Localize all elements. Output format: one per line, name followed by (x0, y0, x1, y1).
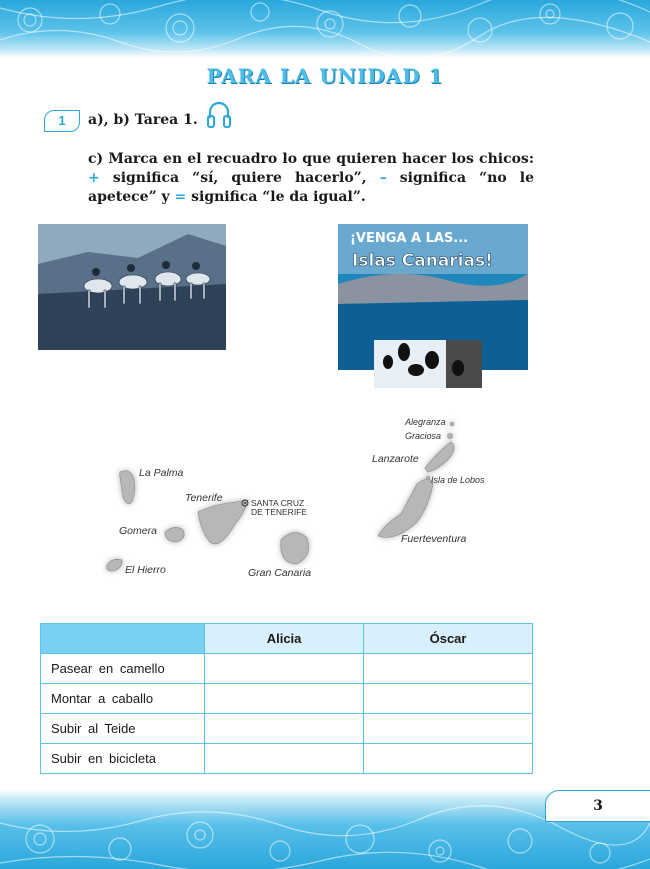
unit-title: PARA LA UNIDAD 1 (206, 64, 444, 88)
island-lanzarote (425, 442, 454, 472)
canary-islands-map (95, 412, 515, 587)
island-el-hierro (107, 559, 122, 571)
headphones-icon[interactable] (206, 100, 232, 130)
label-santa-cruz-1: SANTA CRUZ (251, 498, 305, 508)
answer-cell-alicia[interactable] (205, 744, 364, 774)
decorative-top-band (0, 0, 650, 58)
task-c-instructions (88, 150, 534, 207)
label-alegranza: Alegranza (405, 417, 446, 427)
activity-label: Subir al Teide (41, 714, 205, 744)
exercise-number-badge: 1 (44, 110, 80, 132)
plus-symbol: + (88, 170, 100, 186)
canarias-poster (336, 222, 530, 390)
table-header-blank (41, 624, 205, 654)
label-el-hierro: El Hierro (125, 564, 166, 576)
island-fuerteventura (378, 479, 433, 537)
answer-cell-alicia[interactable] (205, 684, 364, 714)
island-gomera (165, 527, 184, 542)
page-number: 3 (545, 790, 650, 822)
label-gomera: Gomera (119, 525, 157, 537)
poster-line2: Islas Canarias! (352, 251, 493, 271)
task-ab-text: a), b) Tarea 1. (88, 112, 198, 128)
answer-cell-oscar[interactable] (364, 684, 533, 714)
plus-meaning: significa “sí, quiere hacerlo”, (99, 170, 367, 186)
label-santa-cruz-2: DE TENERIFE (251, 507, 308, 517)
minus-symbol: – (379, 170, 387, 186)
activities-table (40, 623, 533, 774)
task-c-line1: c) Marca en el recuadro lo que quieren hacer los chicos: (88, 151, 534, 167)
island-alegranza (450, 422, 454, 426)
answer-cell-oscar[interactable] (364, 714, 533, 744)
answer-cell-oscar[interactable] (364, 654, 533, 684)
activity-label: Pasear en camello (41, 654, 205, 684)
island-la-palma (120, 471, 135, 504)
table-row (41, 744, 533, 774)
label-graciosa: Graciosa (405, 431, 442, 441)
equals-meaning: significa “le da igual”. (186, 189, 366, 205)
table-row (41, 714, 533, 744)
table-row (41, 684, 533, 714)
answer-cell-alicia[interactable] (205, 714, 364, 744)
island-gran-canaria (281, 532, 309, 564)
answer-cell-alicia[interactable] (205, 654, 364, 684)
activity-label: Subir en bicicleta (41, 744, 205, 774)
table-header-row (41, 624, 533, 654)
label-isla-de-lobos: Isla de Lobos (431, 475, 485, 485)
table-row (41, 654, 533, 684)
swirl-pattern-top (0, 0, 650, 58)
label-la-palma: La Palma (139, 467, 184, 479)
equals-symbol: = (174, 189, 187, 205)
poster-line1: ¡VENGA A LAS... (350, 231, 469, 246)
minus-meaning: significa “no le apetece” y (88, 170, 534, 205)
table-header-alicia: Alicia (205, 624, 364, 654)
capital-marker-dot (244, 502, 246, 504)
island-tenerife (198, 500, 248, 544)
island-lobos (426, 476, 430, 480)
label-lanzarote: Lanzarote (372, 453, 419, 465)
table-header-oscar: Óscar (364, 624, 533, 654)
island-graciosa (448, 434, 453, 439)
label-gran-canaria: Gran Canaria (248, 567, 312, 579)
answer-cell-oscar[interactable] (364, 744, 533, 774)
activity-label: Montar a caballo (41, 684, 205, 714)
label-tenerife: Tenerife (185, 492, 223, 504)
label-fuerteventura: Fuerteventura (401, 533, 467, 545)
camel-photo (38, 224, 226, 350)
